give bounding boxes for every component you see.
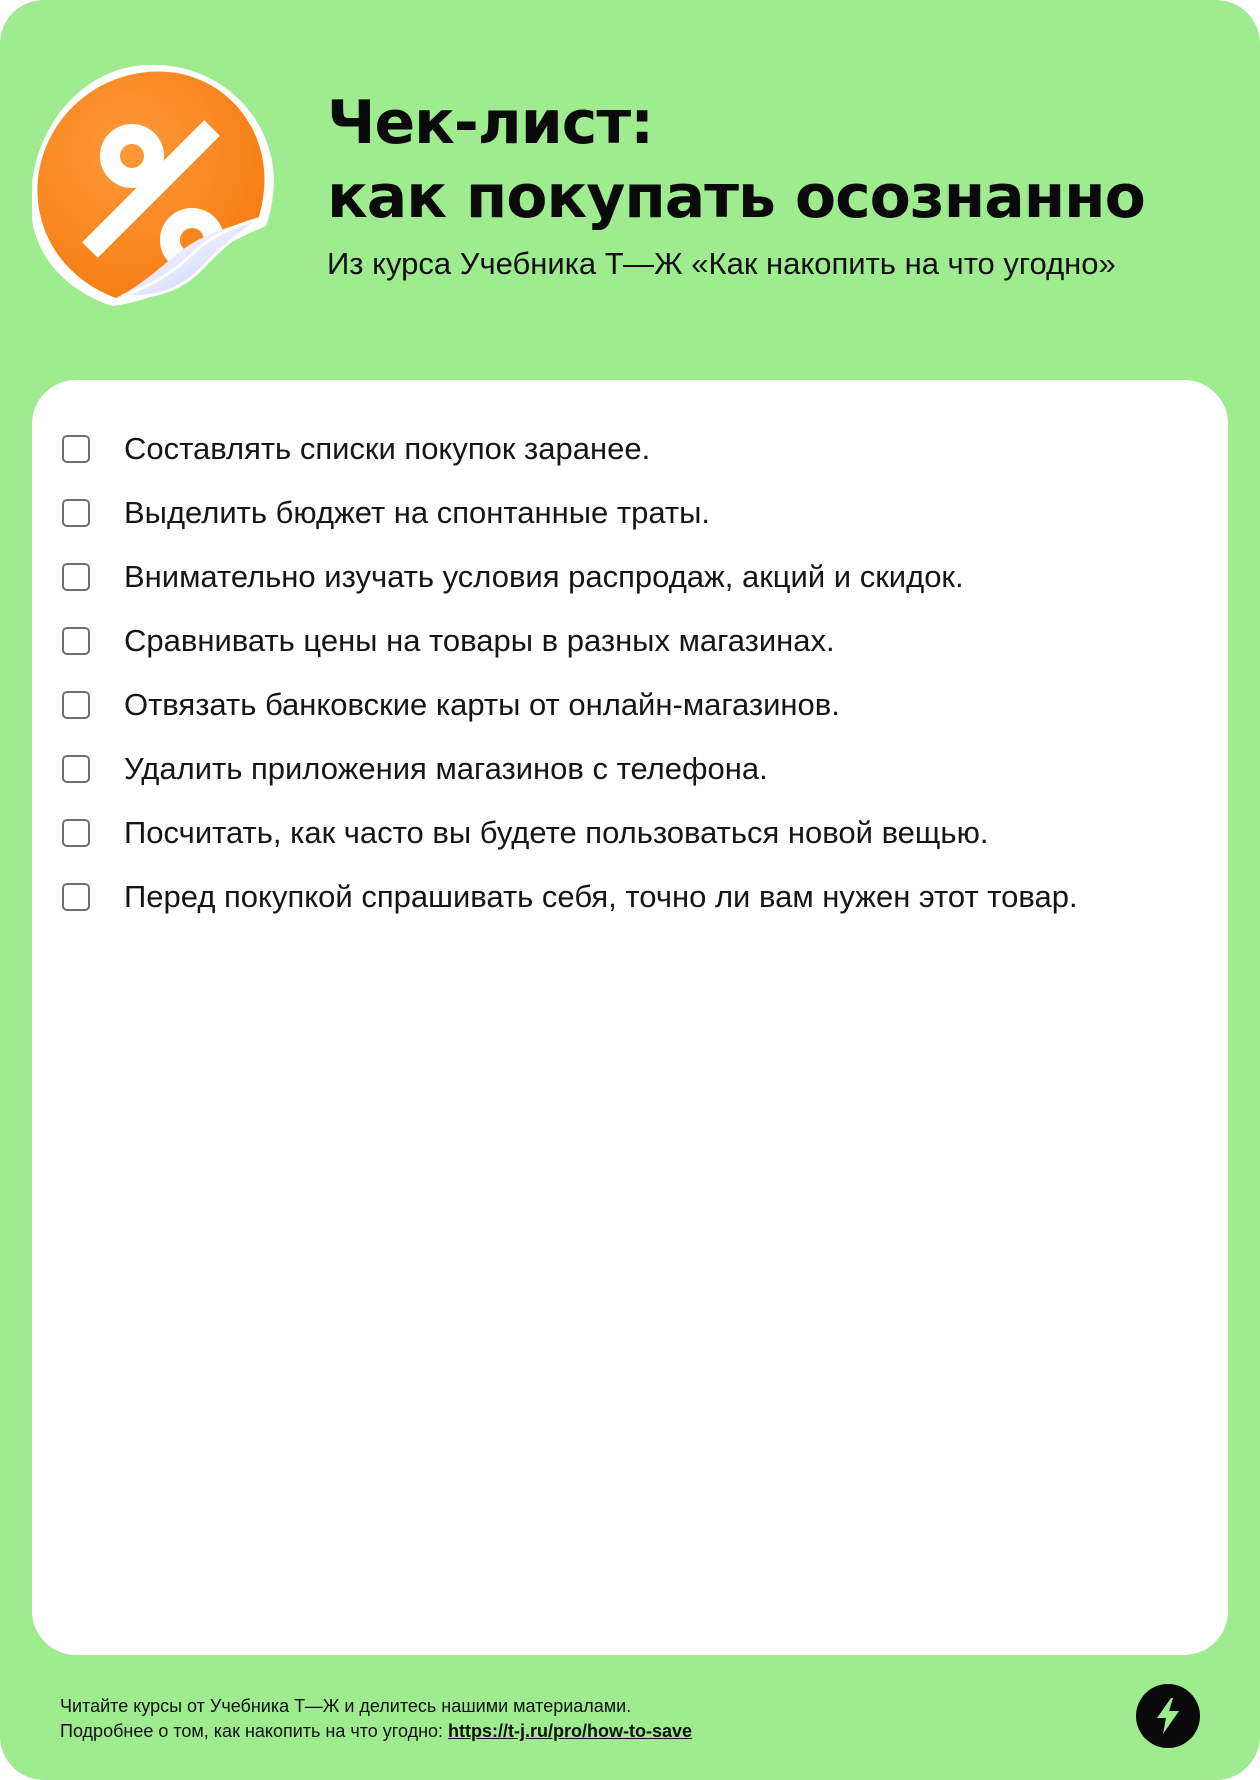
- checkbox[interactable]: [62, 691, 90, 719]
- page-subtitle: Из курса Учебника Т—Ж «Как накопить на что угодно»: [327, 246, 1116, 281]
- checklist-item-label: Удалить приложения магазинов с телефона.: [124, 751, 768, 786]
- checklist-item-label: Посчитать, как часто вы будете пользоваться новой вещью.: [124, 815, 989, 850]
- checkbox[interactable]: [62, 883, 90, 911]
- footer-line-2: [60, 1719, 692, 1744]
- checkbox[interactable]: [62, 563, 90, 591]
- checklist-card: [32, 380, 1228, 1655]
- checklist-item-label: Отвязать банковские карты от онлайн-магазинов.: [124, 687, 840, 722]
- title-line-2: как покупать осознанно: [327, 162, 1145, 232]
- checkbox[interactable]: [62, 499, 90, 527]
- checklist-item-label: Перед покупкой спрашивать себя, точно ли вам нужен этот товар.: [124, 879, 1078, 914]
- checklist-item[interactable]: [62, 609, 1078, 673]
- percent-sticker-icon: [32, 64, 294, 310]
- checklist-item[interactable]: [62, 673, 1078, 737]
- checklist-item[interactable]: [62, 865, 1078, 929]
- checklist-item-label: Составлять списки покупок заранее.: [124, 431, 651, 466]
- checklist-item[interactable]: [62, 801, 1078, 865]
- checkbox[interactable]: [62, 627, 90, 655]
- checklist-item[interactable]: [62, 417, 1078, 481]
- checklist-item-label: Выделить бюджет на спонтанные траты.: [124, 495, 710, 530]
- footer-line-2-text: Подробнее о том, как накопить на что угодно:: [60, 1721, 449, 1741]
- page-title: [327, 86, 1145, 234]
- checklist: [62, 417, 1078, 929]
- footer-line-1: Читайте курсы от Учебника Т—Ж и делитесь нашими материалами.: [60, 1696, 632, 1716]
- checklist-item-label: Сравнивать цены на товары в разных магазинах.: [124, 623, 835, 658]
- footer: [60, 1694, 692, 1744]
- course-link[interactable]: https://t-j.ru/pro/how-to-save: [448, 1721, 693, 1741]
- checklist-item-label: Внимательно изучать условия распродаж, акций и скидок.: [124, 559, 964, 594]
- checklist-item[interactable]: [62, 737, 1078, 801]
- checklist-item[interactable]: [62, 481, 1078, 545]
- checklist-item[interactable]: [62, 545, 1078, 609]
- lightning-logo-icon: [1136, 1684, 1200, 1748]
- checkbox[interactable]: [62, 819, 90, 847]
- title-line-1: Чек-лист:: [327, 88, 654, 158]
- checkbox[interactable]: [62, 435, 90, 463]
- checkbox[interactable]: [62, 755, 90, 783]
